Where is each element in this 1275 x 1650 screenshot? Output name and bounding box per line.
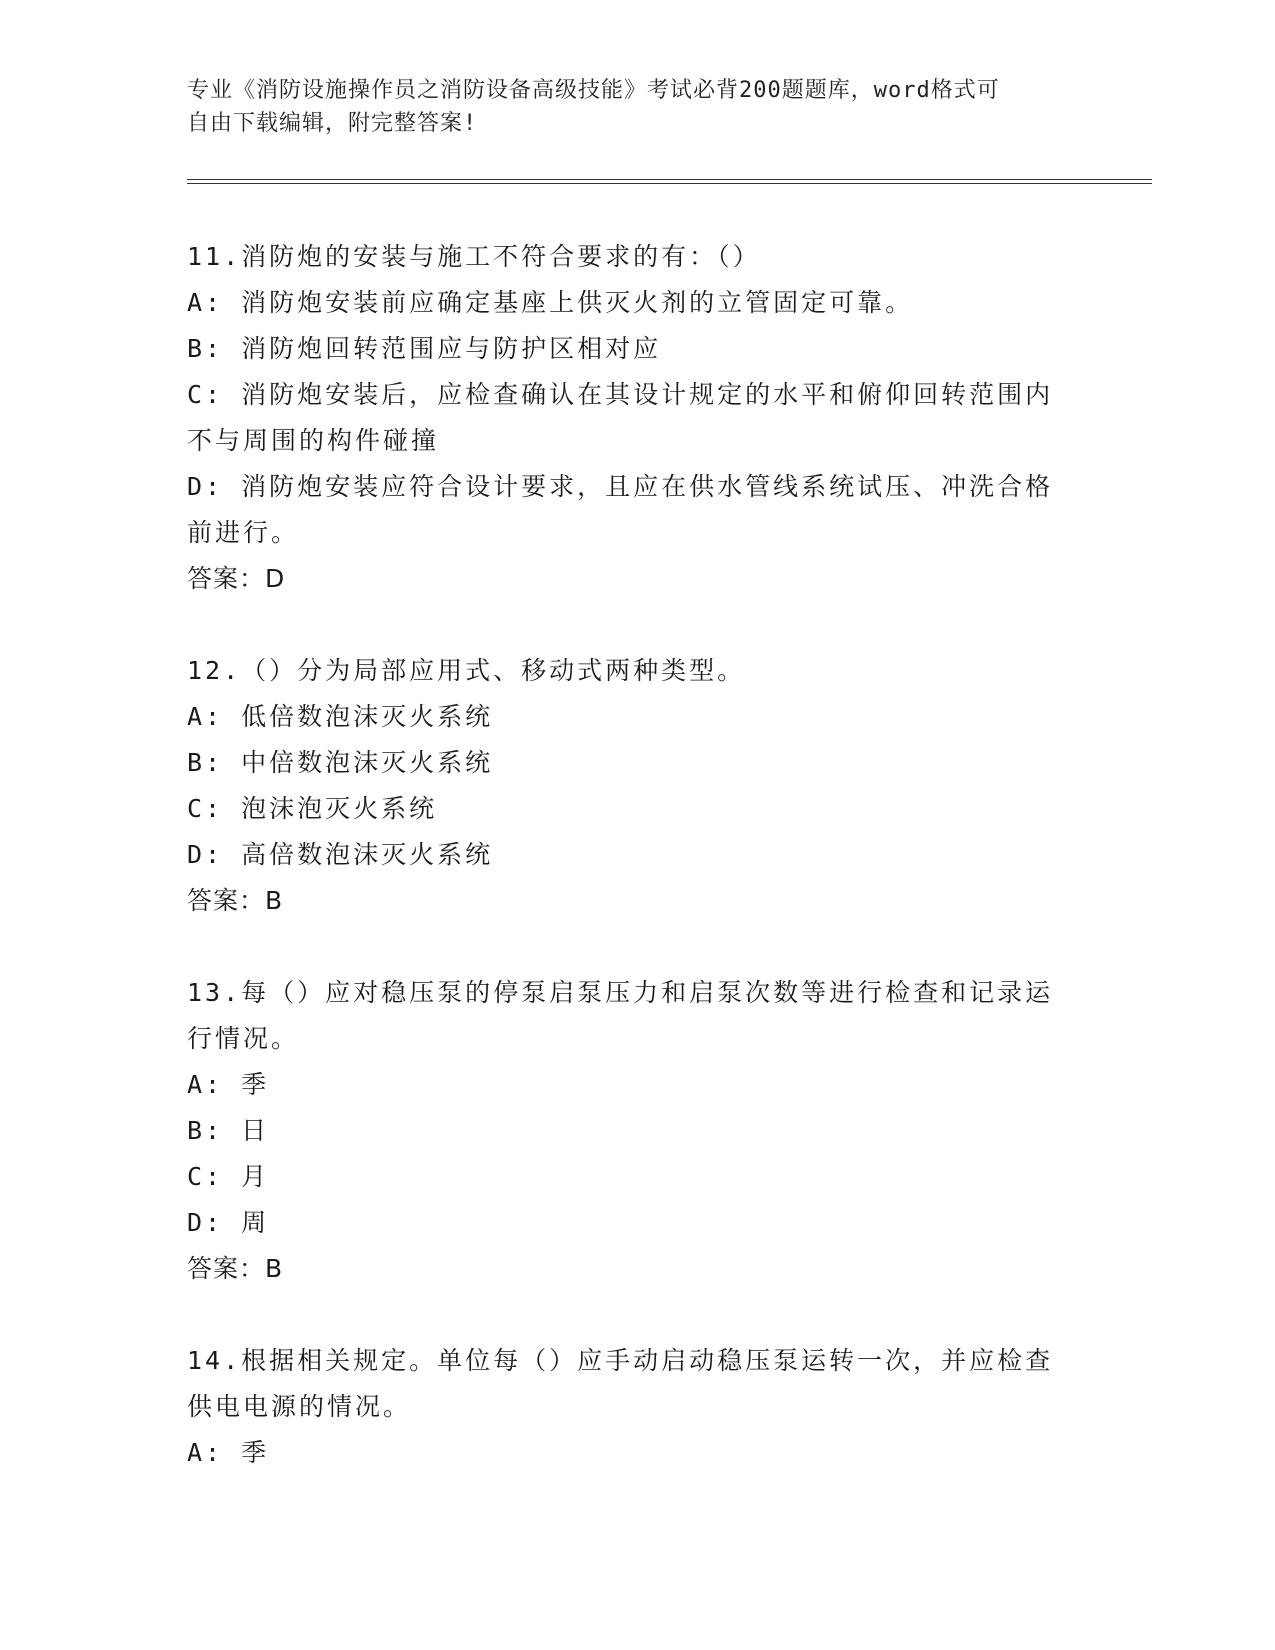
option-a: A: 消防炮安装前应确定基座上供灭火剂的立管固定可靠。	[187, 288, 914, 317]
question-list	[187, 234, 1067, 1522]
header-line-2: 自由下载编辑，附完整答案!	[187, 111, 478, 136]
header-divider-bottom	[187, 183, 1152, 184]
option-c: C: 月	[187, 1162, 270, 1191]
option-c: C: 消防炮安装后，应检查确认在其设计规定的水平和俯仰回转范围内不与周围的构件碰撞	[187, 380, 1054, 455]
question-stem: 13.每（）应对稳压泵的停泵启泵压力和启泵次数等进行检查和记录运行情况。	[187, 978, 1054, 1053]
answer: 答案：B	[187, 886, 284, 915]
question-stem: 12.（）分为局部应用式、移动式两种类型。	[187, 656, 746, 685]
option-b: B: 消防炮回转范围应与防护区相对应	[187, 334, 662, 363]
option-d: D: 周	[187, 1208, 270, 1237]
option-d: D: 消防炮安装应符合设计要求，且应在供水管线系统试压、冲洗合格前进行。	[187, 472, 1054, 547]
option-b: B: 中倍数泡沫灭火系统	[187, 748, 494, 777]
header-divider-top	[187, 179, 1152, 180]
question-12	[187, 648, 1067, 924]
option-c: C: 泡沫泡灭火系统	[187, 794, 438, 823]
option-a: A: 低倍数泡沫灭火系统	[187, 702, 494, 731]
option-d: D: 高倍数泡沫灭火系统	[187, 840, 494, 869]
question-stem: 11.消防炮的安装与施工不符合要求的有：（）	[187, 242, 761, 271]
option-a: A: 季	[187, 1438, 270, 1467]
option-a: A: 季	[187, 1070, 270, 1099]
question-13	[187, 970, 1067, 1292]
answer: 答案：B	[187, 1254, 284, 1283]
question-11	[187, 234, 1067, 602]
document-header	[187, 74, 1067, 140]
header-line-1: 专业《消防设施操作员之消防设备高级技能》考试必背200题题库，word格式可	[187, 78, 1000, 103]
option-b: B: 日	[187, 1116, 270, 1145]
question-14	[187, 1338, 1067, 1476]
question-stem: 14.根据相关规定。单位每（）应手动启动稳压泵运转一次，并应检查供电电源的情况。	[187, 1346, 1054, 1421]
answer: 答案：D	[187, 564, 286, 593]
